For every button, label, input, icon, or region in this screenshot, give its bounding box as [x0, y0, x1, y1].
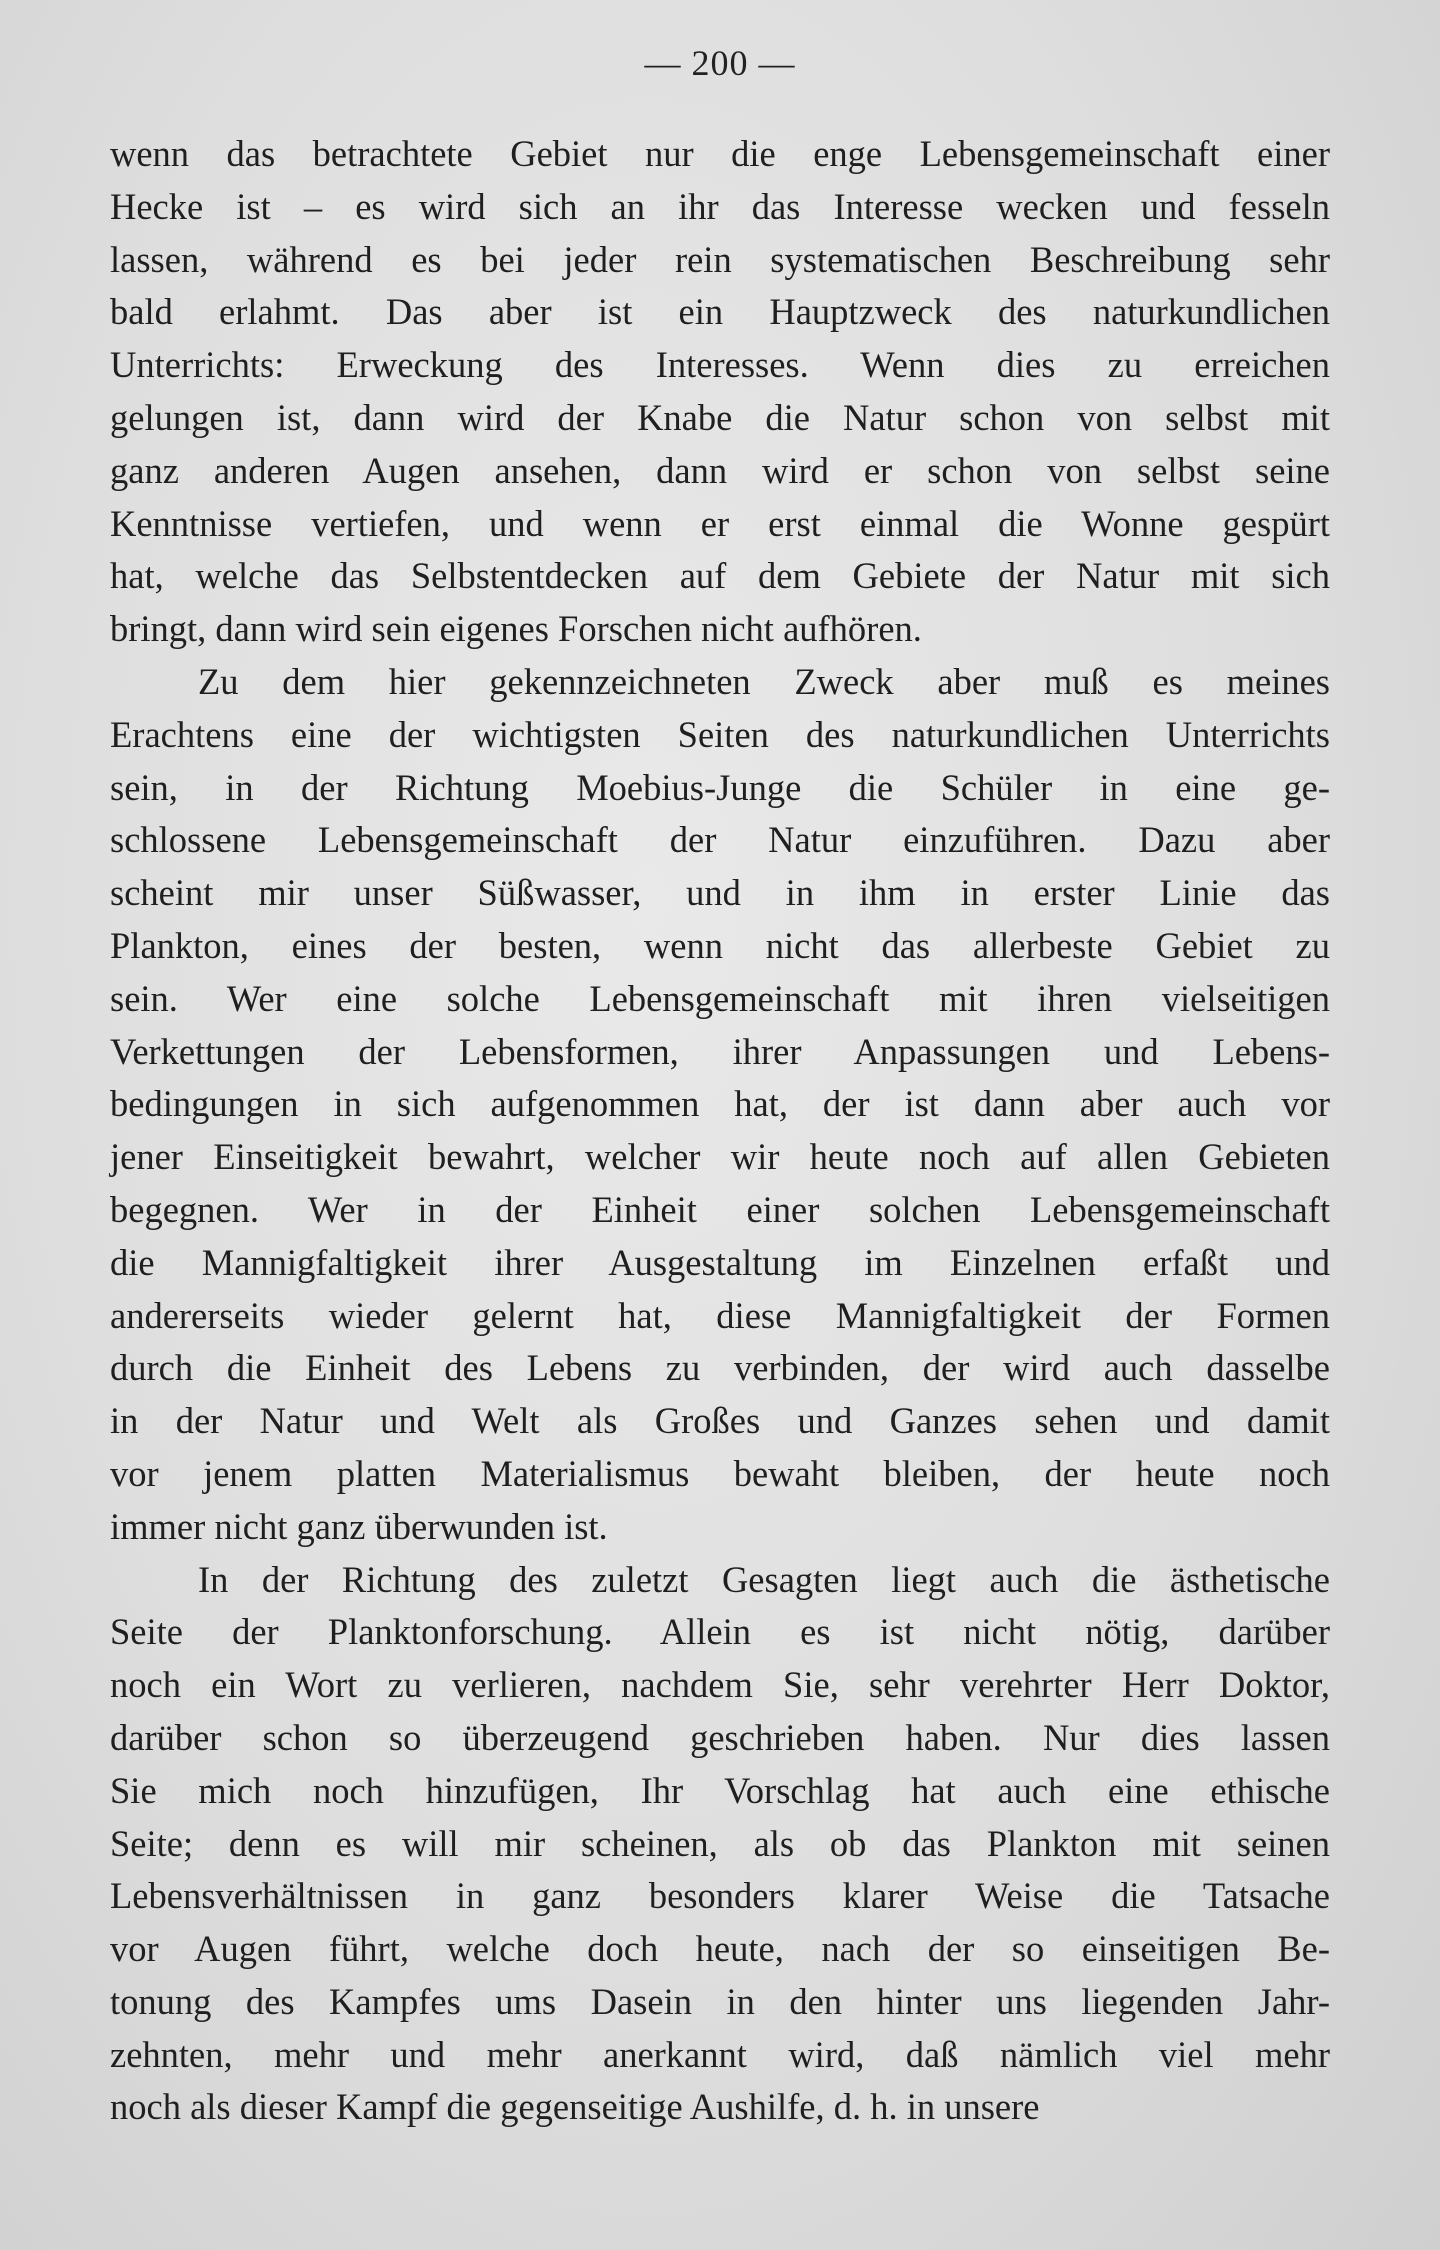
text-line: durch die Einheit des Lebens zu verbinden, der wird auch dasselbe	[110, 1347, 1330, 1389]
text-line: begegnen. Wer in der Einheit einer solchen Lebensgemeinschaft	[110, 1188, 1330, 1230]
text-line: die Mannigfaltigkeit ihrer Ausgestaltung im Einzelnen erfaßt und	[110, 1241, 1330, 1283]
text-line: Lebensverhältnissen in ganz besonders klarer Weise die Tatsache	[110, 1875, 1330, 1917]
text-line: Kenntnisse vertiefen, und wenn er erst einmal die Wonne gespürt	[110, 502, 1330, 544]
text-line: sein, in der Richtung Moebius-Junge die Schüler in eine ge-	[110, 766, 1330, 808]
text-line: Hecke ist – es wird sich an ihr das Interesse wecken und fesseln	[110, 185, 1330, 227]
text-line: hat, welche das Selbstentdecken auf dem Gebiete der Natur mit sich	[110, 555, 1330, 597]
text-line: wenn das betrachtete Gebiet nur die enge Lebensgemeinschaft einer	[110, 133, 1330, 174]
text-line: bringt, dann wird sein eigenes Forschen nicht aufhören.	[110, 608, 922, 650]
text-line: gelungen ist, dann wird der Knabe die Natur schon von selbst mit	[110, 396, 1330, 438]
text-line: tonung des Kampfes ums Dasein in den hinter uns liegenden Jahr-	[110, 1980, 1330, 2022]
text-line: sein. Wer eine solche Lebensgemeinschaft mit ihren vielseitigen	[110, 977, 1330, 1019]
text-line: in der Natur und Welt als Großes und Ganzes sehen und damit	[110, 1400, 1330, 1442]
text-line: Plankton, eines der besten, wenn nicht das allerbeste Gebiet zu	[110, 924, 1330, 966]
text-line: lassen, während es bei jeder rein systematischen Beschreibung sehr	[110, 238, 1330, 280]
text-line: zehnten, mehr und mehr anerkannt wird, daß nämlich viel mehr	[110, 2033, 1330, 2075]
text-line: Verkettungen der Lebensformen, ihrer Anpassungen und Lebens-	[110, 1030, 1330, 1072]
text-line: vor jenem platten Materialismus bewaht bleiben, der heute noch	[110, 1452, 1330, 1494]
paragraph-2	[110, 656, 1330, 1554]
text-line: scheint mir unser Süßwasser, und in ihm in erster Linie das	[110, 872, 1330, 914]
text-line: andererseits wieder gelernt hat, diese Mannigfaltigkeit der Formen	[110, 1294, 1330, 1336]
text-line: schlossene Lebensgemeinschaft der Natur einzuführen. Dazu aber	[110, 819, 1330, 861]
text-line: vor Augen führt, welche doch heute, nach der so einseitigen Be-	[110, 1928, 1330, 1970]
body-text	[110, 128, 1330, 2134]
text-line: Seite; denn es will mir scheinen, als ob das Plankton mit seinen	[110, 1822, 1330, 1864]
text-line: darüber schon so überzeugend geschrieben haben. Nur dies lassen	[110, 1716, 1330, 1758]
text-line: Erachtens eine der wichtigsten Seiten des naturkundlichen Unterrichts	[110, 713, 1330, 755]
text-line: Unterrichts: Erweckung des Interesses. Wenn dies zu erreichen	[110, 344, 1330, 386]
text-line: bedingungen in sich aufgenommen hat, der ist dann aber auch vor	[110, 1083, 1330, 1125]
page-number: — 200 —	[644, 43, 796, 83]
text-line: Seite der Planktonforschung. Allein es ist nicht nötig, darüber	[110, 1611, 1330, 1653]
text-line: immer nicht ganz überwunden ist.	[110, 1505, 608, 1547]
text-line: noch als dieser Kampf die gegenseitige Aushilfe, d. h. in unsere	[110, 2086, 1040, 2128]
text-line: bald erlahmt. Das aber ist ein Hauptzweck des naturkundlichen	[110, 291, 1330, 333]
text-line: Zu dem hier gekennzeichneten Zweck aber muß es meines	[198, 660, 1330, 702]
paragraph-3	[110, 1554, 1330, 2135]
text-line: In der Richtung des zuletzt Gesagten liegt auch die ästhetische	[198, 1558, 1330, 1600]
text-line: jener Einseitigkeit bewahrt, welcher wir heute noch auf allen Gebieten	[110, 1136, 1330, 1178]
text-line: Sie mich noch hinzufügen, Ihr Vorschlag hat auch eine ethische	[110, 1769, 1330, 1811]
text-line: noch ein Wort zu verlieren, nachdem Sie, sehr verehrter Herr Doktor,	[110, 1664, 1330, 1706]
paragraph-1	[110, 128, 1330, 656]
text-line: ganz anderen Augen ansehen, dann wird er schon von selbst seine	[110, 449, 1330, 491]
